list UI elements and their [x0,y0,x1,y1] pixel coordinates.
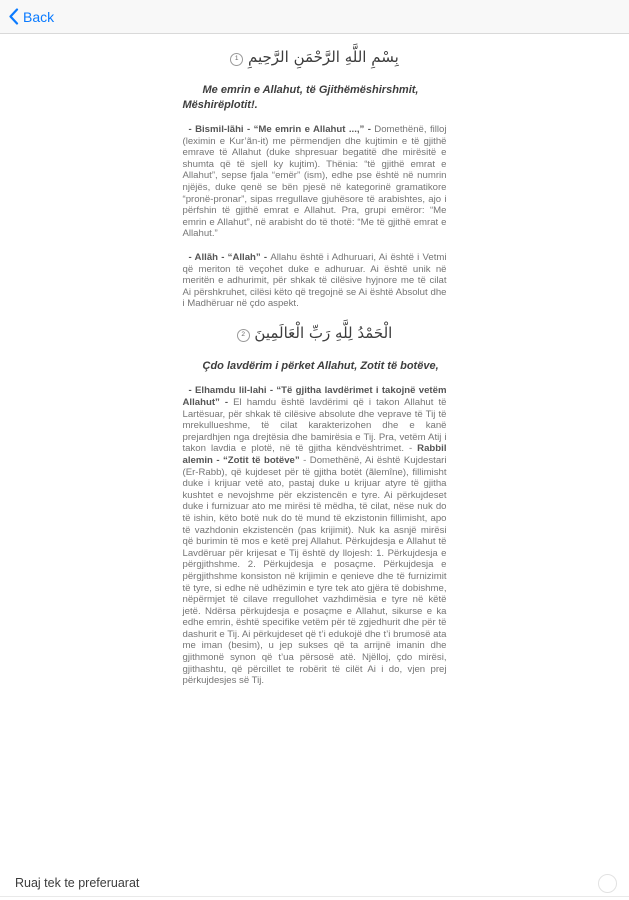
save-to-favorites-label: Ruaj tek te preferuarat [15,876,140,890]
translation-heading: Me emrin e Allahut, të Gjithëmëshirshmit, Mëshirëplotit!. [182,84,419,111]
bottom-toolbar [0,870,629,900]
back-chevron-icon [8,8,19,25]
tafsir-text: Allahu është i Adhuruari, Ai është i Vetmi që meriton të veçohet duke e adhuruar. Ai është unik në meritën e adhurimit, për shkak të cilësive hyjnore me të cilat Ai përshkruhet, cilësi këto që tregojnë se Ai është Absolut dhe i Madhëruar në çdo aspekt. [182,251,447,310]
navigation-bar [0,0,629,34]
save-to-favorites-row[interactable] [0,870,629,896]
tafsir-text: - Domethënë, Ai është Kujdestari (Er-Rabb), që kujdeset për të gjitha botët (ãlemîne), fillimisht duke i krijuar vetë ato, pastaj duke u krijuar atyre të gjitha kushtet e nevojshme për ekzistencën e tyre. Ai përkujdeset duke i furnizuar ato me mirësi të mëdha, të cilat, nëse nuk do të ishin, këto botë nuk do të mund të ekzistonin fillimisht, apo të vazhdonin ekzistencën (pas krijimit). Nuk ka asnjë mirësi që burimin të mos e ketë prej Allahut. Përkujdesja e Allahut të Lavdëruar për krijesat e Tij është dy llojesh: 1. Përkujdesja e përgjithshme. 2. Përkujdesja e posaçme. Përkujdesja e përgjithshme konsiston në krijimin e qenieve dhe të furnizimit të tyre, si edhe në udhëzimin e tyre tek ato gjëra të dobishme, nëpërmjet të cilave rregullohet vazhdimësia e tyre në këtë jetë. Ndërsa përkujdesja e posaçme e Allahut, sikurse e ka edhe emrin, është specifike vetëm për të zgjedhurit dhe për të dashurit e Tij. Ai përkujdeset që t’i edukojë dhe t’i brumosë ata me iman (besim), u jep sukses që ta arrijnë imanin dhe gjithmonë synon që t’ua përsosë atë. Njëlloj, çdo mirësi, gjithashtu, që përcillet te robërit të cilët Ai i do, vjen prej përkujdesjes së Tij. [182,454,447,687]
favorite-checkbox[interactable] [598,874,617,893]
tafsir-paragraph [183,124,447,240]
tafsir-text: El hamdu është lavdërimi që i takon Allahut të Lartësuar, për shkak të cilësive absolute dhe veprave të Tij të mrekullueshme, të cilat karakterizohen dhe e kanë prejardhjen nga drejtësia dhe bamirësia e Tij. Pra, vetëm Atij i takon lavdia e plotë, në të gjitha këndvështrimet. - [182,397,447,455]
tafsir-paragraph [183,252,447,310]
arabic-verse-text: بِسْمِ اللَّهِ الرَّحْمَنِ الرَّحِيمِ [248,48,399,66]
bottom-divider [0,896,629,897]
tafsir-term-bold: Rabbil alemin - “Zotit të botëve” [182,443,447,466]
verse-end-marker-icon: 2 [237,329,250,342]
arabic-verse [183,46,447,68]
tafsir-term-bold: - Elhamdu lil-lahi - “Të gjitha lavdërimet i takojnë vetëm Allahut” - [182,385,447,408]
back-button-label: Back [23,8,55,25]
verse-end-marker-icon: 1 [230,53,243,66]
tafsir-paragraph [183,385,447,686]
tafsir-term-bold: - Bismil-lãhi - “Me emrin e Allahut ...,” - [188,124,375,135]
back-button[interactable] [8,8,54,25]
arabic-verse-text: الْحَمْدُ لِلَّهِ رَبِّ الْعَالَمِينَ [254,323,393,342]
arabic-verse [183,322,447,344]
content-blocks [183,46,447,687]
translation-heading: Çdo lavdërim i përket Allahut, Zotit të botëve, [202,359,439,372]
tafsir-text: Domethënë, filloj (leximin e Kur’ãn-it) me përmendjen dhe kujtimin e të gjithë emrave të Allahut (duke shpresuar begatitë dhe mirësitë e shumta që të sjell ky kujtim). Thënia: “të gjithë emrat e Allahut”, sepse fjala “emër” (ism), edhe pse është në numrin njëjës, duke qenë se bën pjesë në kategorinë gramatikore “pronë-pronar”, sipas rregullave gjuhësore të arabishtes, ajo i përfshin të gjithë emrat e Allahut. Pra, grupi emëror: “Me emrin e Allahut”, në arabisht do të thotë: “Me të gjithë emrat e Allahut.” [182,124,447,240]
tafsir-term-bold: - Allãh - “Allah” - [188,251,271,263]
reader-scroll-area[interactable] [0,34,629,900]
